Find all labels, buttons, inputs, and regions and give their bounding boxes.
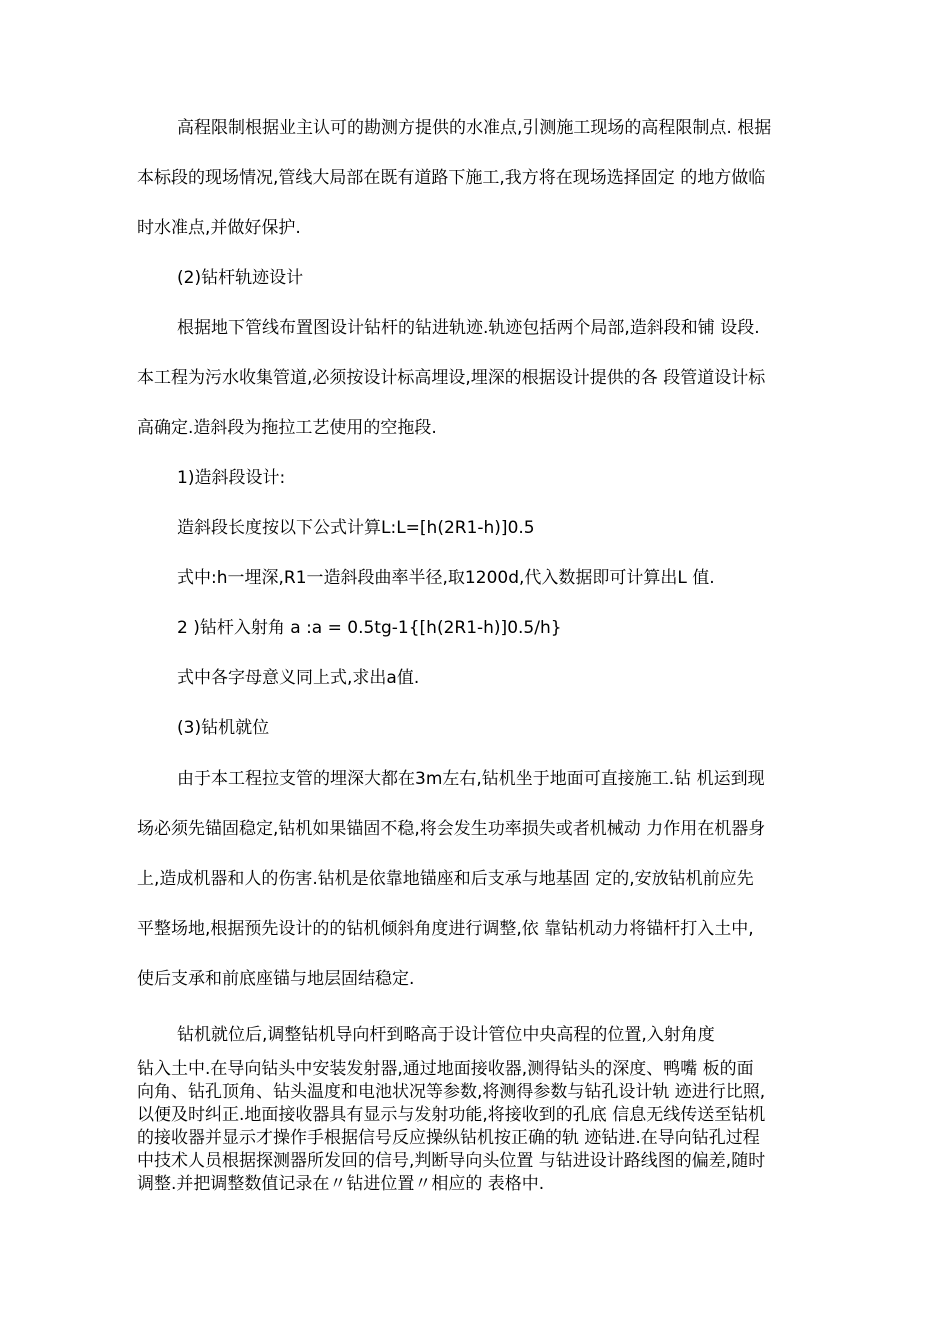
text-line: (2)钻杆轨迹设计 (177, 268, 304, 288)
formula-slope-length (137, 512, 827, 562)
text-line: 式中:h一埋深,R1一造斜段曲率半径,取1200d,代入数据即可计算出L 值. (177, 568, 715, 588)
text-line: 2 )钻杆入射角 a :a = 0.5tg-1{[h(2R1-h)]0.5/h} (177, 618, 562, 638)
text-line: 高确定.造斜段为拖拉工艺使用的空拖段. (137, 418, 437, 438)
text-line: 钻入土中.在导向钻头中安装发射器,通过地面接收器,测得钻头的深度、鸭嘴 板的面 (137, 1059, 754, 1079)
formula-entry-angle (137, 612, 827, 662)
formula-legend-1 (137, 562, 827, 612)
heading-drill-positioning (137, 712, 827, 762)
text-line: 本标段的现场情况,管线大局部在既有道路下施工,我方将在现场选择固定 的地方做临 (137, 168, 766, 188)
heading-slope-section-design (137, 462, 827, 512)
text-line: 造斜段长度按以下公式计算L:L=[h(2R1-h)]0.5 (177, 518, 535, 538)
formula-legend-2 (137, 662, 827, 712)
text-line: 以便及时纠正.地面接收器具有显示与发射功能,将接收到的孔底 信息无线传送至钻机 (137, 1105, 766, 1125)
paragraph-guided-drilling (137, 1058, 827, 1196)
paragraph-elevation-control (137, 112, 827, 262)
text-line: (3)钻机就位 (177, 718, 270, 738)
text-line: 式中各字母意义同上式,求出a值. (177, 668, 420, 688)
paragraph-track-design (137, 312, 827, 462)
text-line: 的接收器并显示才操作手根据信号反应操纵钻机按正确的轨 迹钻进.在导向钻孔过程 (137, 1128, 760, 1148)
text-line: 调整.并把调整数值记录在〃钻进位置〃相应的 表格中. (137, 1174, 545, 1194)
text-line: 高程限制根据业主认可的勘测方提供的水准点,引测施工现场的高程限制点. 根据 (177, 118, 772, 138)
text-line: 上,造成机器和人的伤害.钻机是依靠地锚座和后支承与地基固 定的,安放钻机前应先 (137, 869, 754, 889)
text-line: 中技术人员根据探测器所发回的信号,判断导向头位置 与钻进设计路线图的偏差,随时 (137, 1151, 766, 1171)
text-line: 平整场地,根据预先设计的的钻机倾斜角度进行调整,依 靠钻机动力将锚杆打入土中, (137, 919, 754, 939)
paragraph-drill-positioning (137, 763, 827, 1013)
text-line: 场必须先锚固稳定,钻机如果锚固不稳,将会发生功率损失或者机械动 力作用在机器身 (137, 819, 766, 839)
text-line: 根据地下管线布置图设计钻杆的钻进轨迹.轨迹包括两个局部,造斜段和铺 设段. (177, 318, 760, 338)
text-line: 本工程为污水收集管道,必须按设计标高埋设,埋深的根据设计提供的各 段管道设计标 (137, 368, 766, 388)
text-line: 钻机就位后,调整钻机导向杆到略高于设计管位中央高程的位置,入射角度 (177, 1025, 715, 1045)
text-line: 时水准点,并做好保护. (137, 218, 301, 238)
heading-drill-track-design (137, 262, 827, 312)
text-line: 由于本工程拉支管的埋深大都在3m左右,钻机坐于地面可直接施工.钻 机运到现 (177, 769, 765, 789)
text-line: 1)造斜段设计: (177, 468, 286, 488)
text-line: 使后支承和前底座锚与地层固结稳定. (137, 969, 415, 989)
text-line: 向角、钻孔顶角、钻头温度和电池状况等参数,将测得参数与钻孔设计轨 迹进行比照, (137, 1082, 766, 1102)
